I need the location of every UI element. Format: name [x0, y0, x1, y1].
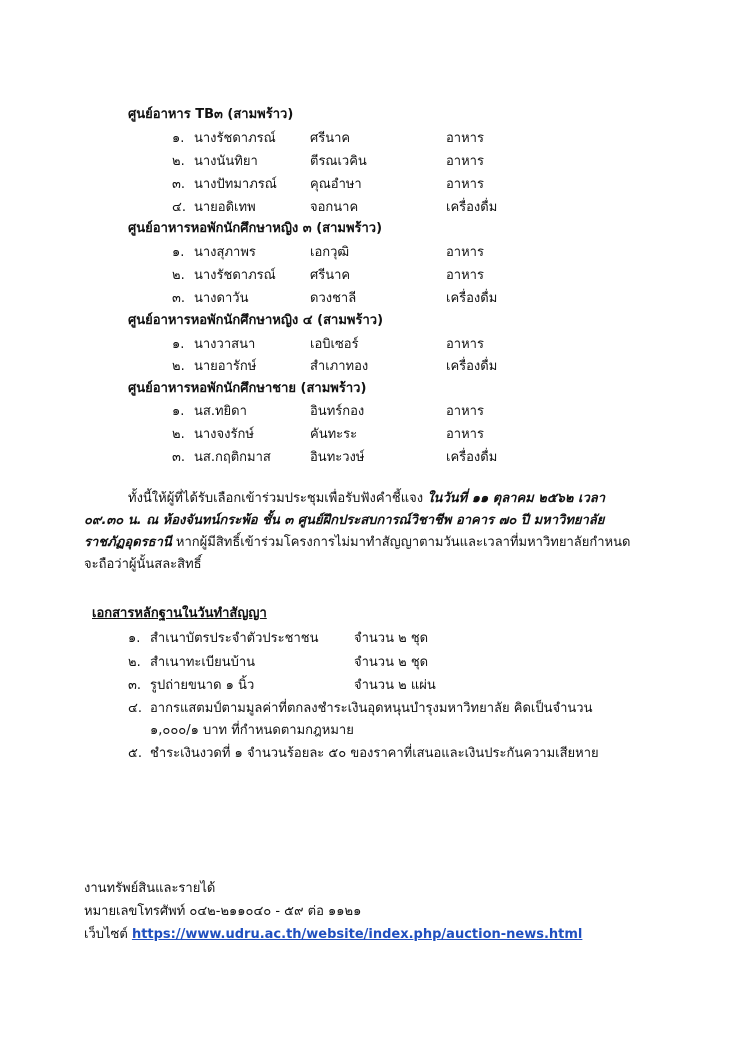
member-no: ๑.	[172, 404, 185, 419]
member-no: ๒.	[172, 427, 185, 442]
section-title: ศูนย์อาหาร TB๓ (สามพร้าว)	[128, 107, 294, 122]
member-type: อาหาร	[446, 131, 484, 146]
member-surname: ตีรณเวคิน	[310, 154, 367, 169]
notice-meeting-details: ในวันที่ ๑๑ ตุลาคม ๒๕๖๒ เวลา ๐๙.๓๐ น. ณ ห้องจันทน์กระพ้อ ชั้น ๓ ศูนย์ฝึกประสบการณ์วิชาชีพ อาคาร ๗๐ ปี มหาวิทยาลัยราชภัฏอุดรธานี	[84, 491, 606, 550]
document-qty: จำนวน ๒ ชุด	[354, 655, 429, 670]
document-no: ๒.	[128, 655, 141, 670]
notice-rest: หากผู้มีสิทธิ์เข้าร่วมโครงการไม่มาทำสัญญาตามวันและเวลาที่มหาวิทยาลัยกำหนด จะถือว่าผู้นั้นสละสิทธิ์	[84, 535, 631, 572]
member-no: ๑.	[172, 337, 185, 352]
member-type: อาหาร	[446, 427, 484, 442]
member-name: นางวาสนา	[194, 337, 256, 352]
footer-office: งานทรัพย์สินและรายได้	[84, 881, 216, 896]
member-type: เครื่องดื่ม	[446, 450, 498, 465]
member-type: อาหาร	[446, 337, 484, 352]
member-surname: ศรีนาค	[310, 268, 351, 283]
member-no: ๑.	[172, 131, 185, 146]
member-name: นส.ทยิดา	[194, 404, 247, 419]
member-surname: สำเภาทอง	[310, 359, 369, 374]
member-name: นางรัชดาภรณ์	[194, 131, 276, 146]
member-surname: อินทะวงษ์	[310, 450, 365, 465]
member-no: ๓.	[172, 291, 186, 306]
document-text: สำเนาบัตรประจำตัวประชาชน	[150, 631, 319, 646]
member-name: นายอารักษ์	[194, 359, 257, 374]
document-no: ๔.	[128, 701, 142, 716]
member-surname: อินทร์กอง	[310, 404, 365, 419]
member-no: ๒.	[172, 359, 185, 374]
document-qty: จำนวน ๒ แผ่น	[354, 678, 436, 693]
member-type: อาหาร	[446, 245, 484, 260]
member-surname: คันทะระ	[310, 427, 358, 442]
member-surname: เอกวุฒิ	[310, 245, 350, 260]
member-type: เครื่องดื่ม	[446, 200, 498, 215]
notice-intro: ทั้งนี้ให้ผู้ที่ได้รับเลือกเข้าร่วมประชุมเพื่อรับฟังคำชี้แจง	[128, 491, 428, 506]
document-text: รูปถ่ายขนาด ๑ นิ้ว	[150, 678, 255, 693]
member-name: นางรัชดาภรณ์	[194, 268, 276, 283]
section-title: ศูนย์อาหารหอพักนักศึกษาหญิง ๔ (สามพร้าว)	[128, 313, 384, 328]
member-no: ๓.	[172, 177, 186, 192]
member-name: นายอดิเทพ	[194, 200, 256, 215]
member-name: นางนันทิยา	[194, 154, 258, 169]
member-type: เครื่องดื่ม	[446, 359, 498, 374]
document-no: ๑.	[128, 631, 141, 646]
member-surname: จอกนาค	[310, 200, 359, 215]
document-text-continued: ๑,๐๐๐/๑ บาท ที่กำหนดตามกฎหมาย	[150, 723, 354, 738]
website-link[interactable]: https://www.udru.ac.th/website/index.php/auction-news.html	[131, 927, 583, 942]
member-type: อาหาร	[446, 404, 484, 419]
footer-website	[84, 926, 582, 944]
document-text: ชำระเงินงวดที่ ๑ จำนวนร้อยละ ๕๐ ของราคาที่เสนอและเงินประกันความเสียหาย	[150, 746, 599, 761]
footer-phone: หมายเลขโทรศัพท์ ๐๔๒-๒๑๑๐๔๐ - ๕๙ ต่อ ๑๑๒๑	[84, 904, 362, 919]
document-no: ๓.	[128, 678, 142, 693]
member-no: ๓.	[172, 450, 186, 465]
member-name: นางดาวัน	[194, 291, 249, 306]
member-no: ๔.	[172, 200, 186, 215]
member-surname: ดวงชาลี	[310, 291, 357, 306]
document-text: อากรแสตมป์ตามมูลค่าที่ตกลงชำระเงินอุดหนุนบำรุงมหาวิทยาลัย คิดเป็นจำนวน	[150, 701, 593, 716]
member-name: นส.กฤติกมาส	[194, 450, 271, 465]
section-title: ศูนย์อาหารหอพักนักศึกษาหญิง ๓ (สามพร้าว)	[128, 221, 383, 236]
member-type: อาหาร	[446, 177, 484, 192]
member-name: นางจงรักษ์	[194, 427, 254, 442]
notice-paragraph	[84, 488, 636, 576]
footer-web-label: เว็บไซต์	[84, 927, 132, 942]
member-name: นางปัทมาภรณ์	[194, 177, 277, 192]
member-type: อาหาร	[446, 268, 484, 283]
member-no: ๑.	[172, 245, 185, 260]
member-surname: เอบิเซอร์	[310, 337, 359, 352]
member-surname: คุณอำษา	[310, 177, 362, 192]
section-title: ศูนย์อาหารหอพักนักศึกษาชาย (สามพร้าว)	[128, 381, 367, 396]
member-type: เครื่องดื่ม	[446, 291, 498, 306]
member-no: ๒.	[172, 154, 185, 169]
member-name: นางสุภาพร	[194, 245, 256, 260]
member-type: อาหาร	[446, 154, 484, 169]
document-text: สำเนาทะเบียนบ้าน	[150, 655, 256, 670]
document-qty: จำนวน ๒ ชุด	[354, 631, 429, 646]
document-no: ๕.	[128, 746, 142, 761]
documents-heading: เอกสารหลักฐานในวันทำสัญญา	[92, 606, 267, 621]
member-no: ๒.	[172, 268, 185, 283]
member-surname: ศรีนาค	[310, 131, 351, 146]
